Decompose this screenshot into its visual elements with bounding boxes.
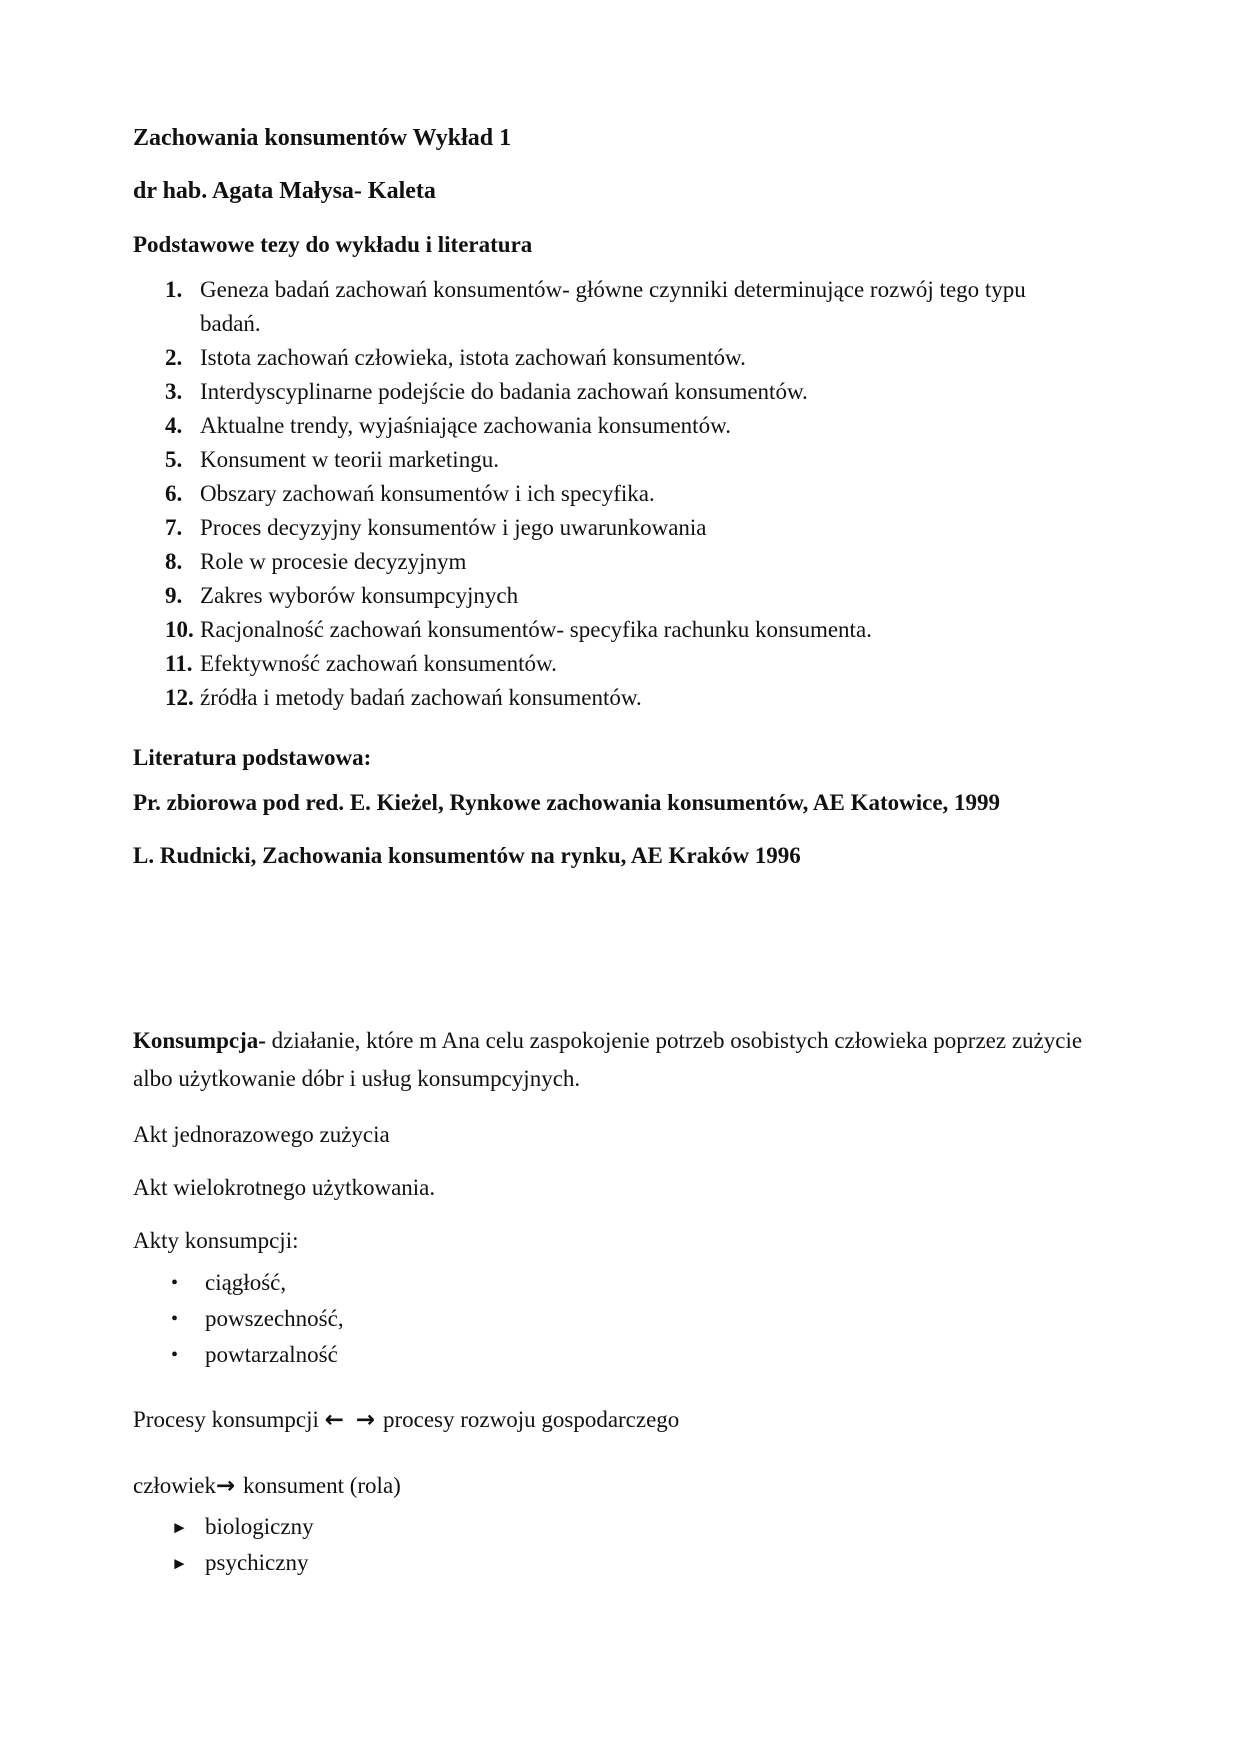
list-item-text: powtarzalność	[205, 1342, 338, 1367]
definition-paragraph	[133, 1022, 1083, 1098]
thesis-text: Racjonalność zachowań konsumentów- specyfika rachunku konsumenta.	[200, 617, 872, 642]
thesis-number: 8.	[165, 549, 183, 574]
thesis-item	[133, 579, 1083, 613]
thesis-item	[133, 273, 1083, 341]
right-arrow-icon: →	[216, 1473, 238, 1499]
role-relation-line	[133, 1469, 1083, 1503]
list-item-text: powszechność,	[205, 1306, 344, 1331]
theses-heading: Podstawowe tezy do wykładu i literatura	[133, 232, 533, 257]
role-arrow-list	[133, 1509, 1083, 1581]
thesis-text: Proces decyzyjny konsumentów i jego uwarunkowania	[200, 515, 707, 540]
author-line: dr hab. Agata Małysa- Kaleta	[133, 178, 436, 204]
thesis-text: Obszary zachowań konsumentów i ich specyfika.	[200, 481, 655, 506]
thesis-item	[133, 511, 1083, 545]
list-item-text: biologiczny	[205, 1514, 314, 1539]
thesis-text: Istota zachowań człowieka, istota zachowań konsumentów.	[200, 345, 746, 370]
left-right-arrows-icon: ← →	[324, 1407, 378, 1433]
bullet-icon: •	[171, 1308, 179, 1330]
list-item	[133, 1545, 1083, 1581]
literature-heading: Literatura podstawowa:	[133, 745, 372, 770]
arrowhead-bullet-icon: ►	[171, 1554, 188, 1573]
thesis-text: Konsument w teorii marketingu.	[200, 447, 499, 472]
list-item	[133, 1337, 1083, 1373]
definition-text: działanie, które m Ana celu zaspokojenie potrzeb osobistych człowieka poprzez zużycie albo użytkowanie dóbr i usług konsumpcyjnych.	[133, 1028, 1083, 1091]
thesis-item	[133, 341, 1083, 375]
list-item	[133, 1265, 1083, 1301]
thesis-item	[133, 545, 1083, 579]
list-item	[133, 1509, 1083, 1545]
thesis-number: 2.	[165, 345, 183, 370]
list-item-text: ciągłość,	[205, 1270, 287, 1295]
literature-item: L. Rudnicki, Zachowania konsumentów na rynku, AE Kraków 1996	[133, 843, 801, 868]
thesis-text: Geneza badań zachowań konsumentów- główne czynniki determinujące rozwój tego typu badań.	[200, 277, 1026, 336]
theses-list	[133, 273, 1083, 715]
thesis-text: źródła i metody badań zachowań konsumentów.	[200, 685, 642, 710]
document-title: Zachowania konsumentów Wykład 1	[133, 125, 512, 151]
acts-bullet-list	[133, 1265, 1083, 1373]
thesis-item	[133, 409, 1083, 443]
acts-list-heading: Akty konsumpcji:	[133, 1228, 299, 1253]
thesis-item	[133, 647, 1083, 681]
definition-term: Konsumpcja-	[133, 1028, 266, 1053]
list-item	[133, 1301, 1083, 1337]
thesis-item	[133, 443, 1083, 477]
thesis-number: 10.	[165, 617, 194, 642]
bullet-icon: •	[171, 1272, 179, 1294]
processes-left-text: Procesy konsumpcji	[133, 1407, 325, 1432]
thesis-number: 3.	[165, 379, 183, 404]
act-multiple-line: Akt wielokrotnego użytkowania.	[133, 1175, 436, 1200]
thesis-number: 4.	[165, 413, 183, 438]
thesis-number: 11.	[165, 651, 193, 676]
thesis-number: 12.	[165, 685, 194, 710]
thesis-text: Zakres wyborów konsumpcyjnych	[200, 583, 519, 608]
thesis-text: Aktualne trendy, wyjaśniające zachowania konsumentów.	[200, 413, 731, 438]
role-left-text: człowiek	[133, 1473, 217, 1498]
thesis-text: Efektywność zachowań konsumentów.	[200, 651, 557, 676]
thesis-number: 1.	[165, 277, 183, 302]
thesis-text: Interdyscyplinarne podejście do badania zachowań konsumentów.	[200, 379, 808, 404]
processes-relation-line	[133, 1403, 1083, 1437]
thesis-number: 6.	[165, 481, 183, 506]
bullet-icon: •	[171, 1344, 179, 1366]
thesis-item	[133, 613, 1083, 647]
processes-right-text: procesy rozwoju gospodarczego	[377, 1407, 680, 1432]
act-single-line: Akt jednorazowego zużycia	[133, 1122, 390, 1147]
literature-item: Pr. zbiorowa pod red. E. Kieżel, Rynkowe zachowania konsumentów, AE Katowice, 1999	[133, 790, 1001, 815]
thesis-item	[133, 681, 1083, 715]
thesis-number: 5.	[165, 447, 183, 472]
thesis-number: 7.	[165, 515, 183, 540]
thesis-item	[133, 477, 1083, 511]
thesis-number: 9.	[165, 583, 183, 608]
thesis-text: Role w procesie decyzyjnym	[200, 549, 467, 574]
role-right-text: konsument (rola)	[237, 1473, 401, 1498]
blank-gap	[133, 892, 1083, 1022]
list-item-text: psychiczny	[205, 1550, 309, 1575]
arrowhead-bullet-icon: ►	[171, 1518, 188, 1537]
thesis-item	[133, 375, 1083, 409]
